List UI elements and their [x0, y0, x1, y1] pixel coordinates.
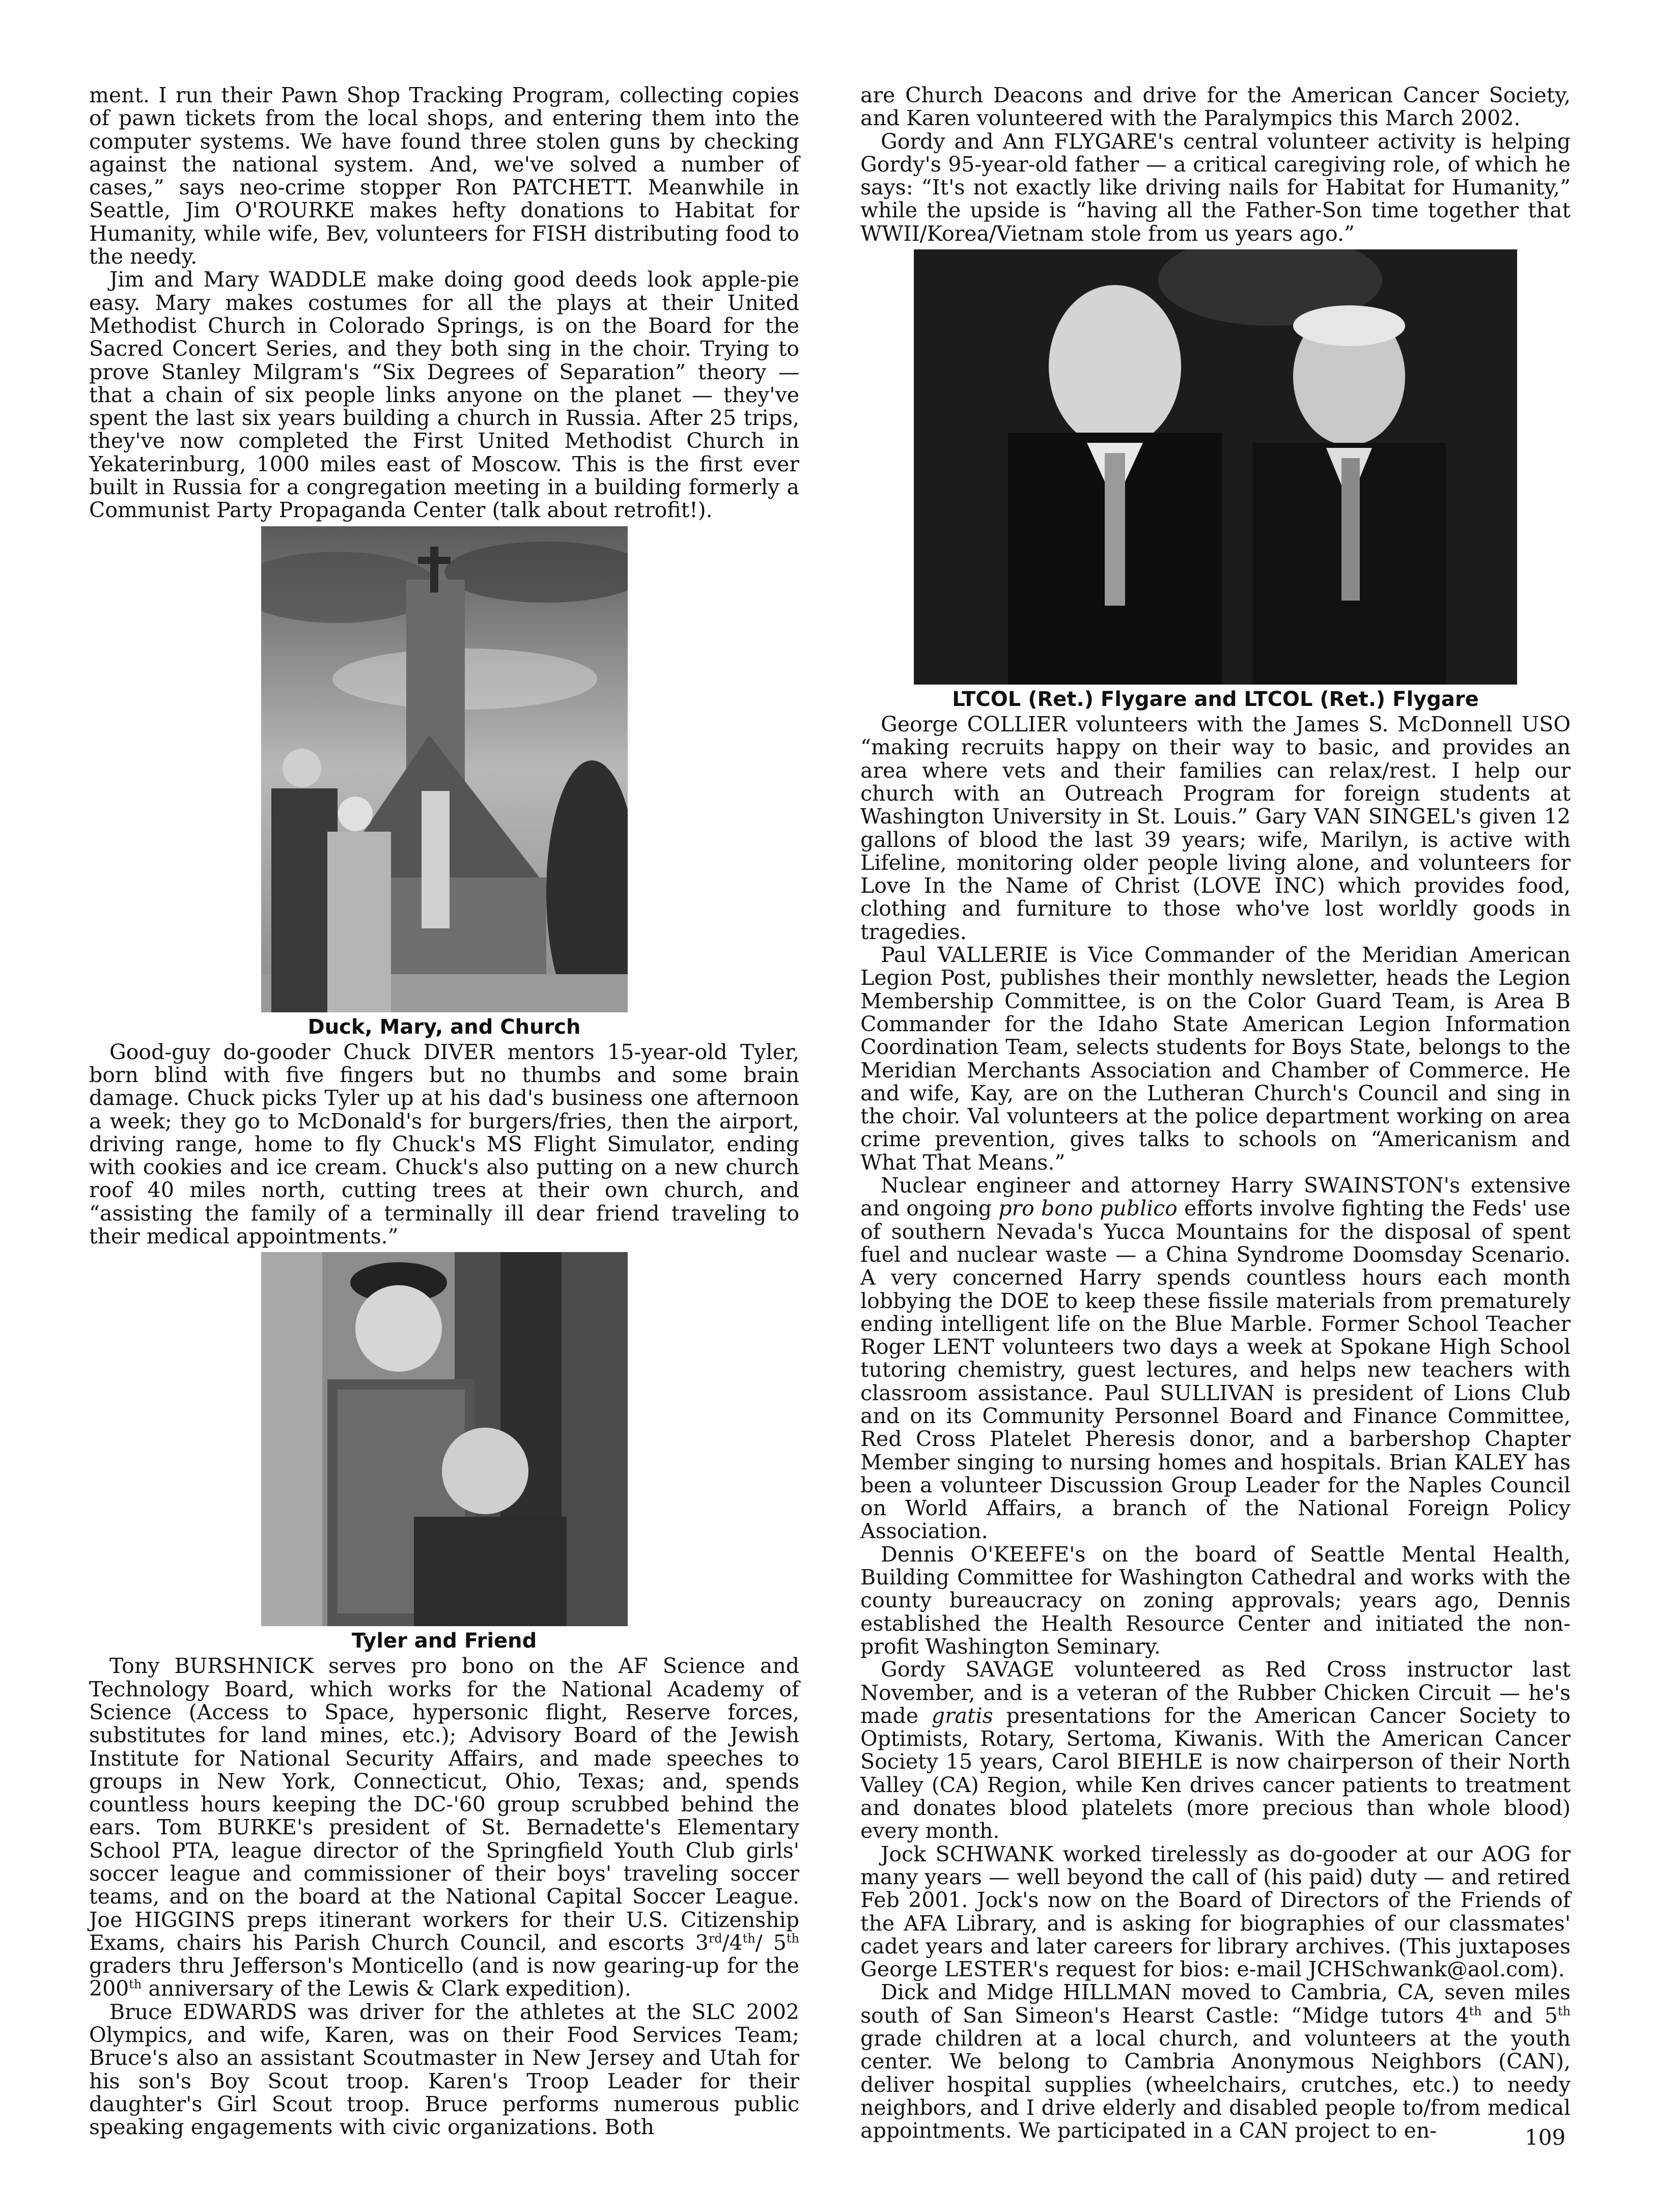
- paragraph: Nuclear engineer and attorney Harry SWAINSTON's extensive and ongoing pro bono publico efforts involve fighting the Feds' use of southern Nevada's Yucca Mountains for the disposal of spent fuel and nuclear waste — a China Syndrome Doomsday Scenario. A very concerned Harry spends countless hours each month lobbying the DOE to keep these fissile materials from prematurely ending intelligent life on the Blue Marble. Former School Teacher Roger LENT volunteers two days a week at Spokane High School tutoring chemistry, guest lectures, and helps new teachers with classroom assistance. Paul SULLIVAN is president of Lions Club and on its Community Personnel Board and Finance Committee, Red Cross Platelet Pheresis donor, and a barbershop Chapter Member singing to nursing homes and hospitals. Brian KALEY has been a volunteer Discussion Group Leader for the Naples Council on World Affairs, a branch of the National Foreign Policy Association.: [860, 1173, 1571, 1544]
- paragraph: Dick and Midge HILLMAN moved to Cambria, CA, seven miles south of San Simeon's Hearst Castle: “Midge tutors 4th and 5th grade children at a local church, and volunteers at the youth center. We belong to Cambria Anonymous Neighbors (CAN), deliver hospital supplies (wheelchairs, crutches, etc.) to needy neighbors, and I drive elderly and disabled people to/from medical appointments. We participated in a CAN project to en-: [860, 1980, 1571, 2143]
- left-column: [89, 84, 799, 2139]
- paragraph: George COLLIER volunteers with the James S. McDonnell USO “making recruits happy on their way to basic, and provides an area where vets and their families can relax/rest. I help our church with an Outreach Program for foreign students at Washington University in St. Louis.” Gary VAN SINGEL's given 12 gallons of blood the last 39 years; wife, Marilyn, is active with Lifeline, monitoring older people living alone, and volunteers for Love In the Name of Christ (LOVE INC) which provides food, clothing and furniture to those who've lost worldly goods in tragedies.: [860, 712, 1571, 944]
- paragraph: ment. I run their Pawn Shop Tracking Program, collecting copies of pawn tickets from the local shops, and entering them into the computer systems. We have found three stolen guns by checking against the national system. And, we've solved a number of cases,” says neo-crime stopper Ron PATCHETT. Meanwhile in Seattle, Jim O'ROURKE makes hefty donations to Habitat for Humanity, while wife, Bev, volunteers for FISH distributing food to the needy.: [89, 83, 799, 269]
- paragraph: Gordy and Ann FLYGARE's central volunteer activity is helping Gordy's 95-year-old father — a critical caregiving role, of which he says: “It's not exactly like driving nails for Habitat for Humanity,” while the upside is “having all the Father-Son time together that WWII/Korea/Vietnam stole from us years ago.”: [860, 129, 1571, 246]
- tyler-photo: [261, 1252, 628, 1626]
- right-column: [860, 84, 1571, 2142]
- flygare-photo-image: [914, 249, 1517, 685]
- paragraph: Bruce EDWARDS was driver for the athletes at the SLC 2002 Olympics, and wife, Karen, was on their Food Services Team; Bruce's also an assistant Scoutmaster in New Jersey and Utah for his son's Boy Scout troop. Karen's Troop Leader for their daughter's Girl Scout troop. Bruce performs numerous public speaking engagements with civic organizations. Both: [89, 1999, 799, 2140]
- paragraph: Good-guy do-gooder Chuck DIVER mentors 15-year-old Tyler, born blind with five fingers but no thumbs and some brain damage. Chuck picks Tyler up at his dad's business one afternoon a week; they go to McDonald's for burgers/fries, then the airport, driving range, home to fly Chuck's MS Flight Simulator, ending with cookies and ice cream. Chuck's also putting on a new church roof 40 miles north, cutting trees at their own church, and “assisting the family of a terminally ill dear friend traveling to their medical appointments.”: [89, 1039, 799, 1249]
- tyler-photo-image: [261, 1252, 628, 1626]
- paragraph: Dennis O'KEEFE's on the board of Seattle Mental Health, Building Committee for Washington Cathedral and works with the county bureaucracy on zoning approvals; years ago, Dennis established the Health Resource Center and initiated the non-profit Washington Seminary.: [860, 1542, 1571, 1659]
- paragraph: Jim and Mary WADDLE make doing good deeds look apple-pie easy. Mary makes costumes for all the plays at their United Methodist Church in Colorado Springs, is on the Board for the Sacred Concert Series, and they both sing in the choir. Trying to prove Stanley Milgram's “Six Degrees of Separation” theory — that a chain of six people links anyone on the planet — they've spent the last six years building a church in Russia. After 25 trips, they've now completed the First United Methodist Church in Yekaterinburg, 1000 miles east of Moscow. This is the first ever built in Russia for a congregation meeting in a building formerly a Communist Party Propaganda Center (talk about retrofit!).: [89, 267, 799, 523]
- paragraph: are Church Deacons and drive for the American Cancer Society, and Karen volunteered with the Paralympics this March 2002.: [860, 83, 1571, 131]
- photo-caption: Tyler and Friend: [351, 1629, 537, 1653]
- paragraph: Paul VALLERIE is Vice Commander of the Meridian American Legion Post, publishes their monthly newsletter, heads the Legion Membership Committee, is on the Color Guard Team, is Area B Commander for the Idaho State American Legion Information Coordination Team, selects students for Boys State, belongs to the Meridian Merchants Association and Chamber of Commerce. He and wife, Kay, are on the Lutheran Church's Council and sing in the choir. Val volunteers at the police department working on area crime prevention, gives talks to schools on “Americanism and What That Means.”: [860, 943, 1571, 1175]
- flygare-photo: [914, 249, 1517, 685]
- paragraph: Jock SCHWANK worked tirelessly as do-gooder at our AOG for many years — well beyond the call of (his paid) duty — and retired Feb 2001. Jock's now on the Board of Directors of the Friends of the AFA Library, and is asking for biographies of our classmates' cadet years and later careers for library archives. (This juxtaposes George LESTER's request for bios: e-mail JCHSchwank@aol.com).: [860, 1841, 1571, 1982]
- church-photo: [261, 526, 628, 1012]
- page-number: 109: [1525, 2125, 1566, 2150]
- paragraph: Gordy SAVAGE volunteered as Red Cross instructor last November, and is a veteran of the Rubber Chicken Circuit — he's made gratis presentations for the American Cancer Society to Optimists, Rotary, Sertoma, Kiwanis. With the American Cancer Society 15 years, Carol BIEHLE is now chairperson of their North Valley (CA) Region, while Ken drives cancer patients to treatment and donates blood platelets (more precious than whole blood) every month.: [860, 1657, 1571, 1844]
- photo-caption: LTCOL (Ret.) Flygare and LTCOL (Ret.) Flygare: [952, 688, 1479, 712]
- paragraph: Tony BURSHNICK serves pro bono on the AF Science and Technology Board, which works for the National Academy of Science (Access to Space, hypersonic flight, Reserve forces, substitutes for land mines, etc.); Advisory Board of the Jewish Institute for National Security Affairs, and made speeches to groups in New York, Connecticut, Ohio, Texas; and, spends countless hours keeping the DC-'60 group scrubbed behind the ears. Tom BURKE's president of St. Bernadette's Elementary School PTA, league director of the Springfield Youth Club girls' soccer league and commissioner of their boys' traveling soccer teams, and on the board at the National Capital Soccer League. Joe HIGGINS preps itinerant workers for their U.S. Citizenship Exams, chairs his Parish Church Council, and escorts 3rd/4th/ 5th graders thru Jefferson's Monticello (and is now gearing-up for the 200th anniversary of the Lewis & Clark expedition).: [89, 1654, 799, 2001]
- church-photo-image: [261, 526, 628, 1012]
- photo-caption: Duck, Mary, and Church: [307, 1015, 581, 1039]
